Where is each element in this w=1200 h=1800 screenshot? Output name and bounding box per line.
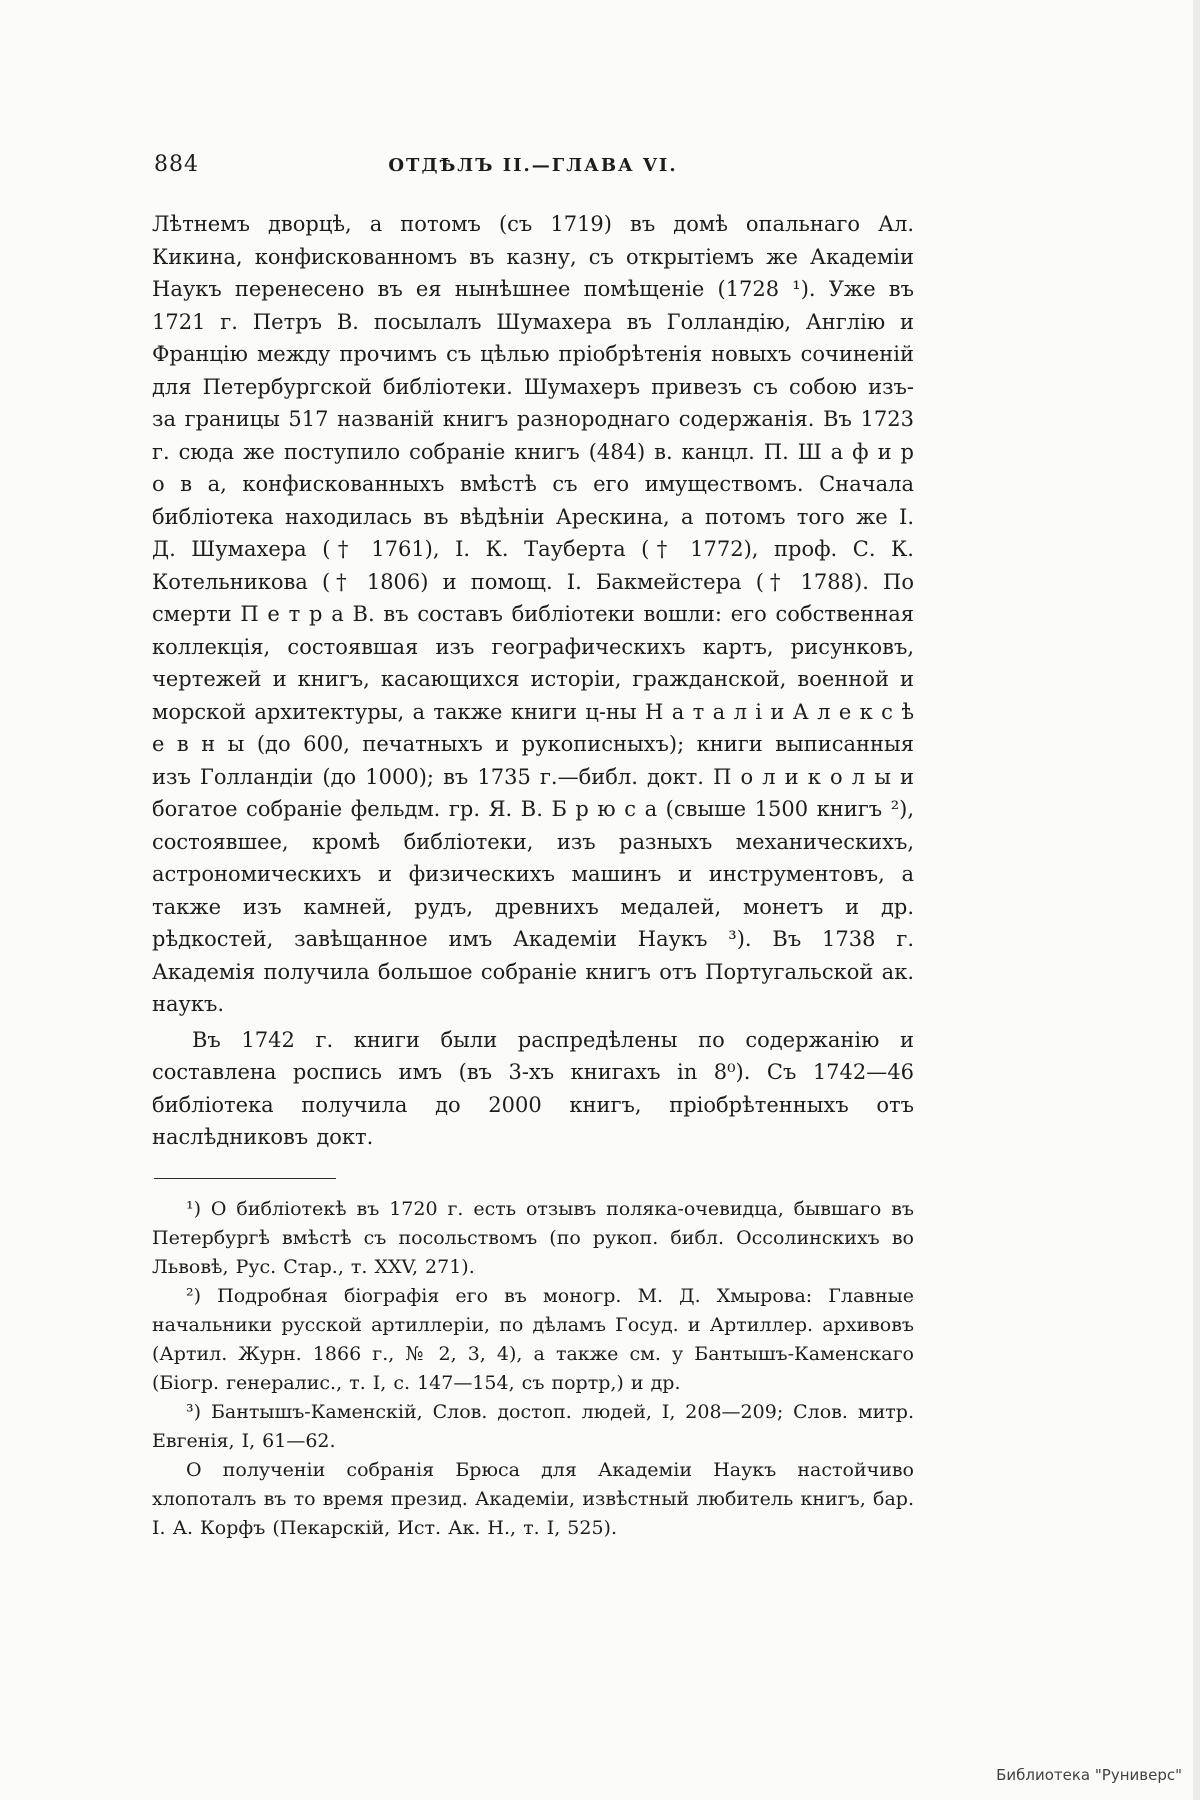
page-header: [152, 150, 914, 182]
footnotes-block: [152, 1195, 914, 1543]
paragraph-continuation: Лѣтнемъ дворцѣ, а потомъ (съ 1719) въ домѣ опальнаго Ал. Кикина, конфискованномъ въ казну, съ открытіемъ же Академіи Наукъ перенесено въ ея нынѣшнее помѣщеніе (1728 ¹). Уже въ 1721 г. Петръ В. посылалъ Шумахера въ Голландію, Англію и Францію между прочимъ съ цѣлью пріобрѣтенія новыхъ сочиненій для Петербургской библіотеки. Шумахеръ привезъ съ собою изъ-за границы 517 названій книгъ разнороднаго содержанія. Въ 1723 г. сюда же поступило собраніе книгъ (484) в. канцл. П. Ш а ф и р о в а, конфискованныхъ вмѣстѣ съ его имуществомъ. Сначала библіотека находилась въ вѣдѣніи Арескина, а потомъ того же І. Д. Шумахера († 1761), І. К. Тауберта († 1772), проф. С. К. Котельникова († 1806) и помощ. І. Бакмейстера († 1788). По смерти П е т р а В. въ составъ библіотеки вошли: его собственная коллекція, состоявшая изъ географическихъ картъ, рисунковъ, чертежей и книгъ, касающихся исторіи, гражданской, военной и морской архитектуры, а также книги ц-ны Н а т а л і и А л е к с ѣ е в н ы (до 600, печатныхъ и рукописныхъ); книги выписанныя изъ Голландіи (до 1000); въ 1735 г.—библ. докт. П о л и к о л ы и богатое собраніе фельдм. гр. Я. В. Б р ю с а (свыше 1500 книгъ ²), состоявшее, кромѣ библіотеки, изъ разныхъ механическихъ, астрономическихъ и физическихъ машинъ и инструментовъ, а также изъ камней, рудъ, древнихъ медалей, монетъ и др. рѣдкостей, завѣщанное имъ Академіи Наукъ ³). Въ 1738 г. Академія получила большое собраніе книгъ отъ Португальской ак. наукъ.: [152, 212, 914, 1016]
main-text: [152, 208, 914, 1154]
footnote-1: ¹) О библіотекѣ въ 1720 г. есть отзывъ поляка-очевидца, бывшаго въ Петербургѣ вмѣстѣ съ посольствомъ (по рукоп. библ. Оссолинскихъ во Львовѣ, Рус. Стар., т. XXV, 271).: [152, 1197, 914, 1278]
library-watermark: Библиотека "Руниверс": [996, 1766, 1182, 1784]
chapter-running-title: ОТДѢЛЪ II.—ГЛАВА VI.: [388, 155, 678, 176]
footnote-2: ²) Подробная біографія его въ моногр. М. Д. Хмырова: Главные начальники русской артиллеріи, по дѣламъ Госуд. и Артиллер. архивовъ (Артил. Журн. 1866 г., № 2, 3, 4), а также см. у Бантышъ-Каменскаго (Біогр. генералис., т. I, с. 147—154, съ портр,) и др.: [152, 1284, 914, 1394]
paragraph: Въ 1742 г. книги были распредѣлены по содержанію и составлена роспись имъ (въ 3-хъ книгахъ in 8⁰). Съ 1742—46 библіотека получила до 2000 книгъ, пріобрѣтенныхъ отъ наслѣдниковъ докт.: [152, 1027, 914, 1149]
footnote-note: О полученіи собранія Брюса для Академіи Наукъ настойчиво хлопоталъ въ то время презид. Академіи, извѣстный любитель книгъ, бар. І. А. Корфъ (Пекарскій, Ист. Ак. Н., т. I, 525).: [152, 1458, 914, 1539]
page-number: 884: [154, 152, 199, 177]
footnote-separator: [154, 1178, 336, 1179]
footnote-3: ³) Бантышъ-Каменскій, Слов. достоп. людей, I, 208—209; Слов. митр. Евгенія, I, 61—62.: [152, 1400, 914, 1452]
scan-edge-strip: [1193, 0, 1200, 1800]
text-column: [152, 150, 914, 1543]
